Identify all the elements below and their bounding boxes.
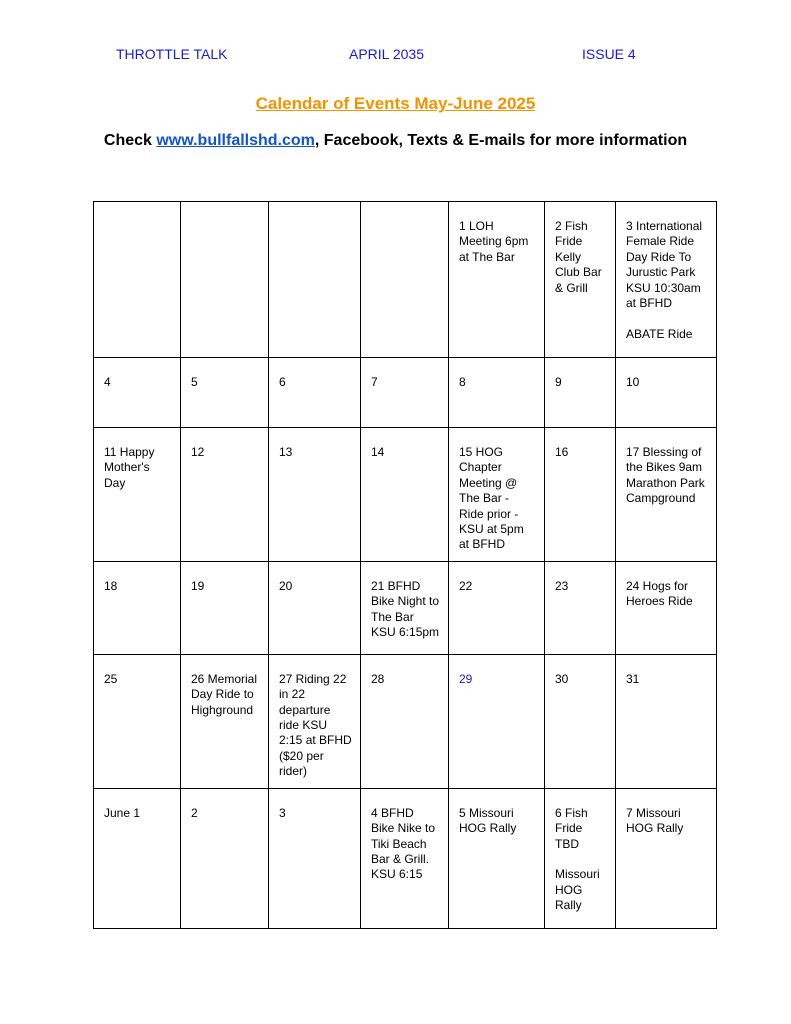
day-cell: 25 bbox=[94, 654, 181, 788]
day-cell: 23 bbox=[545, 561, 616, 654]
day-cell bbox=[269, 202, 361, 358]
day-cell: 22 bbox=[449, 561, 545, 654]
info-suffix: , Facebook, Texts & E-mails for more information bbox=[314, 132, 688, 149]
day-cell: 14 bbox=[361, 428, 449, 562]
newsletter-issue: ISSUE 4 bbox=[582, 46, 636, 62]
day-cell: 30 bbox=[545, 654, 616, 788]
day-cell: 21 BFHD Bike Night to The Bar KSU 6:15pm bbox=[361, 561, 449, 654]
day-cell: 8 bbox=[449, 358, 545, 428]
events-calendar bbox=[93, 201, 717, 929]
day-cell: 7 bbox=[361, 358, 449, 428]
day-cell: 3 International Female Ride Day Ride To Jurustic Park KSU 10:30am at BFHD ABATE Ride bbox=[616, 202, 717, 358]
calendar-week bbox=[94, 654, 717, 788]
day-cell: 10 bbox=[616, 358, 717, 428]
newsletter-date: APRIL 2035 bbox=[349, 46, 424, 62]
day-cell: 18 bbox=[94, 561, 181, 654]
day-cell: 6 bbox=[269, 358, 361, 428]
day-cell: 7 Missouri HOG Rally bbox=[616, 788, 717, 928]
calendar-week bbox=[94, 788, 717, 928]
day-cell: 2 Fish Fride Kelly Club Bar & Grill bbox=[545, 202, 616, 358]
calendar-week bbox=[94, 428, 717, 562]
day-cell: 20 bbox=[269, 561, 361, 654]
day-cell: 5 Missouri HOG Rally bbox=[449, 788, 545, 928]
day-cell: 15 HOG Chapter Meeting @ The Bar - Ride prior - KSU at 5pm at BFHD bbox=[449, 428, 545, 562]
day-cell: 26 Memorial Day Ride to Highground bbox=[181, 654, 269, 788]
day-cell: 4 BFHD Bike Nike to Tiki Beach Bar & Grill. KSU 6:15 bbox=[361, 788, 449, 928]
day-cell: 24 Hogs for Heroes Ride bbox=[616, 561, 717, 654]
day-cell: 19 bbox=[181, 561, 269, 654]
website-link[interactable]: www.bullfallshd.com bbox=[156, 132, 315, 149]
newsletter-name: THROTTLE TALK bbox=[116, 46, 228, 62]
day-cell-highlighted: 29 bbox=[449, 654, 545, 788]
day-cell: 4 bbox=[94, 358, 181, 428]
day-cell: 6 Fish Fride TBD Missouri HOG Rally bbox=[545, 788, 616, 928]
day-cell bbox=[181, 202, 269, 358]
day-cell: 17 Blessing of the Bikes 9am Marathon Park Campground bbox=[616, 428, 717, 562]
day-cell bbox=[94, 202, 181, 358]
day-cell: 3 bbox=[269, 788, 361, 928]
calendar-week bbox=[94, 202, 717, 358]
day-cell: 11 Happy Mother's Day bbox=[94, 428, 181, 562]
day-cell: 28 bbox=[361, 654, 449, 788]
day-cell bbox=[361, 202, 449, 358]
info-prefix: Check bbox=[103, 132, 157, 149]
day-cell: 12 bbox=[181, 428, 269, 562]
day-cell: 31 bbox=[616, 654, 717, 788]
calendar-week bbox=[94, 358, 717, 428]
calendar-week bbox=[94, 561, 717, 654]
day-cell: 16 bbox=[545, 428, 616, 562]
info-line bbox=[0, 132, 791, 150]
day-cell: 2 bbox=[181, 788, 269, 928]
day-cell: 9 bbox=[545, 358, 616, 428]
day-cell: 1 LOH Meeting 6pm at The Bar bbox=[449, 202, 545, 358]
day-cell: 13 bbox=[269, 428, 361, 562]
day-cell: June 1 bbox=[94, 788, 181, 928]
page-title: Calendar of Events May-June 2025 bbox=[255, 94, 536, 113]
day-cell: 5 bbox=[181, 358, 269, 428]
day-cell: 27 Riding 22 in 22 departure ride KSU 2:15 at BFHD ($20 per rider) bbox=[269, 654, 361, 788]
